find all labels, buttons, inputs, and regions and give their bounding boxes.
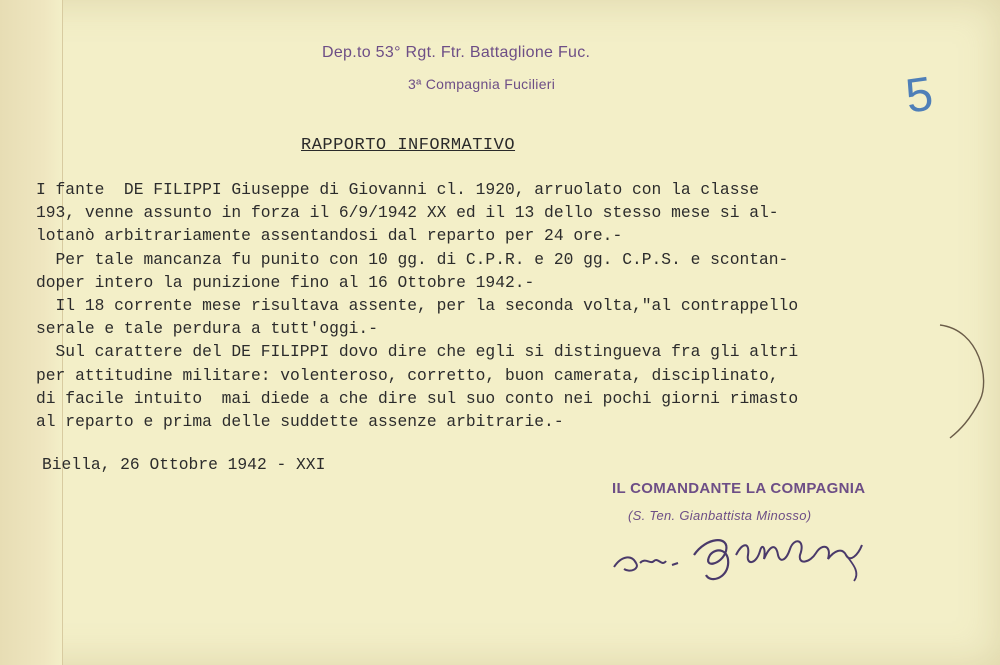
handwritten-signature bbox=[610, 525, 880, 585]
header-stamp-line2: 3ª Compagnia Fucilieri bbox=[408, 76, 556, 92]
document-title: RAPPORTO INFORMATIVO bbox=[301, 136, 516, 155]
body-line: al reparto e prima delle suddette assenze arbitrarie.- bbox=[36, 412, 564, 432]
body-line: Il 18 corrente mese risultava assente, per la seconda volta,"al contrappello bbox=[36, 296, 799, 316]
body-line: doper intero la punizione fino al 16 Ottobre 1942.- bbox=[36, 272, 535, 292]
body-line: Per tale mancanza fu punito con 10 gg. di C.P.R. e 20 gg. C.P.S. e scontan- bbox=[36, 249, 789, 269]
body-line: serale e tale perdura a tutt'oggi.- bbox=[36, 319, 378, 339]
body-line: 193, venne assunto in forza il 6/9/1942 XX ed il 13 dello stesso mese si al- bbox=[36, 203, 779, 223]
place-date: Biella, 26 Ottobre 1942 - XXI bbox=[42, 455, 326, 474]
side-watermark-text bbox=[4, 400, 24, 640]
header-stamp-line1: Dep.to 53° Rgt. Ftr. Battaglione Fuc. bbox=[322, 44, 591, 61]
body-line: per attitudine militare: volenteroso, corretto, buon camerata, disciplinato, bbox=[36, 365, 779, 385]
document-body bbox=[36, 178, 986, 433]
signature-title-stamp: IL COMANDANTE LA COMPAGNIA bbox=[612, 480, 866, 497]
body-line: Sul carattere del DE FILIPPI dovo dire che egli si distingueva fra gli altri bbox=[36, 342, 799, 362]
signature-name-stamp: (S. Ten. Gianbattista Minosso) bbox=[628, 508, 812, 523]
pencil-bracket-mark bbox=[930, 320, 990, 440]
body-line: lotanò arbitrariamente assentandosi dal reparto per 24 ore.- bbox=[36, 226, 623, 246]
body-line: di facile intuito mai diede a che dire sul suo conto nei pochi giorni rimasto bbox=[36, 388, 799, 408]
body-line: I fante DE FILIPPI Giuseppe di Giovanni cl. 1920, arruolato con la classe bbox=[36, 180, 760, 199]
page-number: 5 bbox=[902, 67, 937, 124]
